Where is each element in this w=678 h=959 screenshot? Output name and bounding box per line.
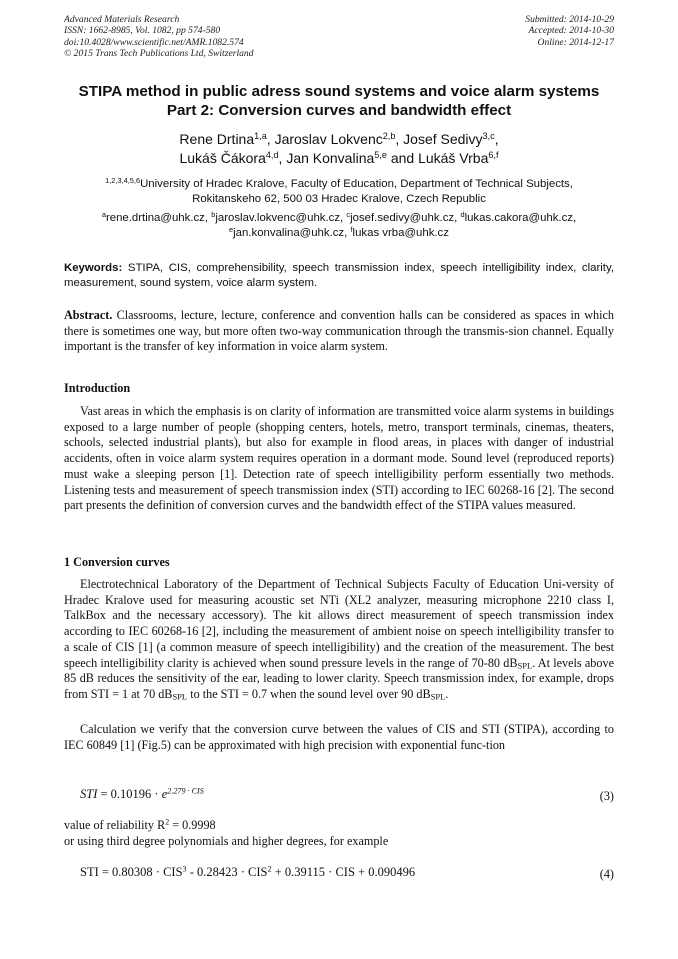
reliability-text: value of reliability $R^2 = 0.9998$ or using third degree polynomials and higher degrees, for example xyxy=(64,818,614,849)
author-sup: 1,a xyxy=(254,131,267,141)
author-name: Rene Drtina xyxy=(179,131,255,147)
author-sup: 6,f xyxy=(488,150,499,160)
journal-header xyxy=(64,14,254,59)
author-line-1: Rene Drtina$^{1,a}$, Jaroslav Lokvenc$^{2,b}$, Josef Sedivy$^{3,c}$, xyxy=(179,131,499,147)
introduction-heading: Introduction xyxy=(64,381,131,395)
doi: doi:10.4028/www.scientific.net/AMR.1082.574 xyxy=(64,36,244,48)
title-line-1: STIPA method in public adress sound systems and voice alarm systems xyxy=(78,83,600,100)
polynomial-text: or using third degree polynomials and higher degrees, for example xyxy=(64,833,389,848)
email-link[interactable]: rene.drtina@uhk.cz xyxy=(105,212,205,224)
paper-title xyxy=(40,82,638,120)
equation-3: STI = $0.10196 \cdot e^{2.279 \cdot CIS}$ xyxy=(80,786,204,801)
author-list xyxy=(40,130,638,168)
section-1-paragraph-1: Electrotechnical Laboratory of the Department of Technical Subjects Faculty of Education Uni-versity of Hradec Kralove used for measuring acoustic set NTi (XL2 analyzer, measuring microphone 2210 class I, TalkBox and the necessary accessory). The kit allows direct measurement of speech transmission index according to IEC 60268-16 [2], including the measurement of ambient noise on speech intelligibility transfer to a scale of CIS [1] (a common measure of speech intelligibility) and the creation of the measurement. The best speech intelligibility clarity is achieved when sound pressure levels in the range of 70-80 $dB_{SPL}$. At levels above 85 dB reduces the sensitivity of the ear, leading to lower clarity. Speech transmission index, for example, drops from STI = 1 at 70 $dB_{SPL}$ to the STI = 0.7 when the sound level over 90 $dB_{SPL}$. xyxy=(64,577,614,702)
dates-header xyxy=(525,14,614,48)
accepted-date: Accepted: 2014-10-30 xyxy=(528,25,614,37)
introduction-text: Vast areas in which the emphasis is on clarity of information are transmitted voice alarm systems in buildings exposed to a large number of people (shopping centers, hotels, metro, transport terminals, cinemas, theaters, schools, selected industrial plants), but also for example in flood areas, in places with danger of industrial accidents, often in voice alarm system requires operation in a dormant mode. Sound level (reproduced reports) must wake a sleeping person [1]. Detection rate of speech intelligibility perform essentially two methods. Listening tests and measurement of speech transmission index (STI) according to IEC 60268-16 [2]. The second part presents the definition of conversion curves and the bandwidth effect of the STIPA values measured. xyxy=(64,404,614,513)
author-sup: 5,e xyxy=(374,150,387,160)
abstract xyxy=(64,308,614,355)
keywords-label: Keywords: xyxy=(64,262,123,274)
keywords xyxy=(64,261,614,291)
abstract-label: Abstract. xyxy=(64,308,113,322)
keywords-text: STIPA, CIS, comprehensibility, speech transmission index, speech intelligibility index, clarity, measurement, sound system, voice alarm system. xyxy=(64,262,614,289)
author-sup: 4,d xyxy=(265,150,279,160)
section-1-paragraph-2: Calculation we verify that the conversion curve between the values of CIS and STI (STIPA), according to IEC 60849 [1] (Fig.5) can be approximated with high precision with exponential func-tion xyxy=(64,722,614,752)
affiliation-sup: 1,2,3,4,5,6 xyxy=(105,175,141,185)
section-1-heading: 1 Conversion curves xyxy=(64,555,170,569)
equation-4-number: (4) xyxy=(599,867,614,881)
author-name: Jaroslav Lokvenc xyxy=(274,131,383,147)
email-link[interactable]: josef.sedivy@uhk.cz xyxy=(350,212,455,224)
email-link[interactable]: jan.konvalina@uhk.cz xyxy=(233,226,345,239)
author-name: Josef Sedivy xyxy=(403,131,483,147)
author-name: Lukáš Čákora xyxy=(179,150,266,166)
affiliation-line-1: University of Hradec Kralove, Faculty of Education, Department of Technical Subjects, xyxy=(140,178,573,190)
author-name: Lukáš Vrba xyxy=(418,150,489,166)
email-link[interactable]: lukas vrba@uhk.cz xyxy=(352,226,449,239)
email-link[interactable]: lukas.cakora@uhk.cz xyxy=(464,212,573,224)
affiliation xyxy=(40,177,638,206)
issn: ISSN: 1662-8985, Vol. 1082, pp 574-580 xyxy=(64,25,221,37)
author-sup: 2,b xyxy=(382,131,396,141)
journal-name: Advanced Materials Research xyxy=(64,14,180,25)
email-list: $^a$rene.drtina@uhk.cz, $^b$jaroslav.lokvenc@uhk.cz, $^c$josef.sedivy@uhk.cz, $^d$lukas.cakora@uhk.cz, $^e$jan.konvalina@uhk.cz, $^f$lukas vrba@uhk.cz xyxy=(101,209,577,239)
equation-4: STI = $0.80308 \cdot CIS^3 - 0.28423 \cdot CIS^2 + 0.39115$ · CIS + 0.090496 xyxy=(80,864,416,879)
submitted-date: Submitted: 2014-10-29 xyxy=(525,14,614,25)
copyright: © 2015 Trans Tech Publications Ltd, Switzerland xyxy=(64,47,254,59)
equation-3-number: (3) xyxy=(599,789,614,803)
author-name: Jan Konvalina xyxy=(286,150,375,166)
author-line-2: Lukáš Čákora$^{4,d}$, Jan Konvalina$^{5,e}$ and Lukáš Vrba$^{6,f}$ xyxy=(179,150,499,166)
title-line-2: Part 2: Conversion curves and bandwidth effect xyxy=(166,102,512,119)
affiliation-line-2: Rokitanskeho 62, 500 03 Hradec Kralove, Czech Republic xyxy=(192,192,486,205)
author-sup: 3,c xyxy=(482,131,495,141)
online-date: Online: 2014-12-17 xyxy=(537,36,614,48)
email-link[interactable]: jaroslav.lokvenc@uhk.cz xyxy=(215,212,341,224)
abstract-text: Classrooms, lecture, lecture, conference and convention halls can be considered as spaces in which there is sometimes one way, but more often two-way communication through the transmis-sion channel. Equally important is the transfer of key information in voice alarm system. xyxy=(64,308,614,354)
